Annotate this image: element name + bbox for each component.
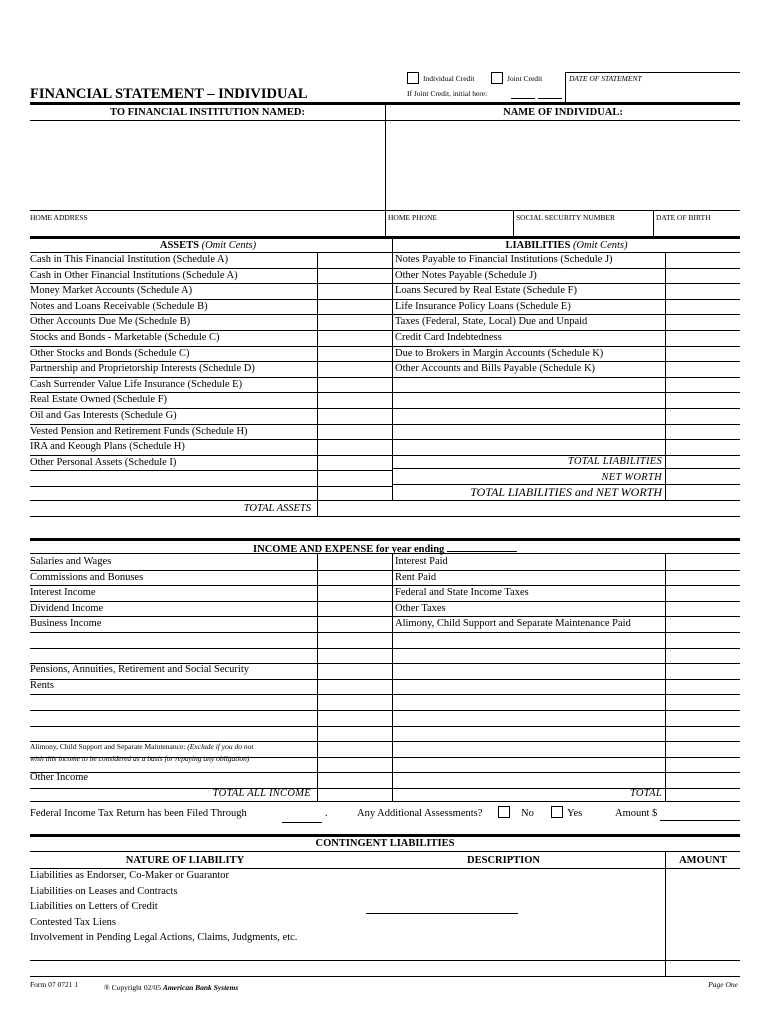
contingent-heading: CONTINGENT LIABILITIES	[315, 838, 455, 849]
income-amount-field[interactable]	[319, 773, 391, 787]
amount-label: Amount $	[615, 808, 658, 819]
tax-filed-through-field[interactable]	[282, 822, 322, 823]
income-amount-field[interactable]	[319, 742, 391, 756]
home-phone-label: HOME PHONE	[388, 213, 437, 222]
expense-amount-field[interactable]	[667, 633, 739, 647]
copyright-notice: ® Copyright 02/05 American Bank Systems	[104, 983, 239, 992]
liability-amount-field[interactable]	[667, 456, 739, 470]
liability-row-label: Life Insurance Policy Loans (Schedule E)	[395, 300, 571, 312]
liability-amount-field[interactable]	[667, 425, 739, 439]
income-amount-field[interactable]	[319, 789, 391, 803]
asset-amount-field[interactable]	[319, 487, 391, 501]
assessments-no-checkbox[interactable]	[498, 806, 510, 818]
total-liabilities-label: TOTAL LIABILITIES	[567, 456, 662, 467]
liability-amount-field[interactable]	[667, 331, 739, 345]
expense-amount-field[interactable]	[667, 789, 739, 803]
assessment-amount-field[interactable]	[660, 820, 740, 821]
expense-amount-field[interactable]	[667, 727, 739, 741]
asset-amount-field[interactable]	[319, 471, 391, 485]
institution-name-field[interactable]	[32, 122, 382, 208]
home-address-label: HOME ADDRESS	[30, 213, 88, 222]
income-amount-field[interactable]	[319, 680, 391, 694]
assets-heading: ASSETS (Omit Cents)	[159, 240, 257, 251]
liability-amount-field[interactable]	[667, 409, 739, 423]
liabilities-heading: LIABILITIES (Omit Cents)	[505, 240, 628, 251]
ssn-field[interactable]	[516, 222, 650, 235]
expense-amount-field[interactable]	[667, 758, 739, 772]
joint-credit-label: Joint Credit	[507, 74, 543, 83]
asset-row-label: Money Market Accounts (Schedule A)	[30, 285, 193, 297]
joint-initial-blank-1[interactable]	[511, 98, 535, 99]
liability-row-label: Loans Secured by Real Estate (Schedule F)	[395, 285, 577, 297]
income-row-label: Business Income	[30, 618, 102, 630]
liability-amount-field[interactable]	[667, 253, 739, 267]
contingent-amount-field[interactable]	[667, 900, 739, 914]
contingent-amount-field[interactable]	[667, 916, 739, 930]
expense-amount-field[interactable]	[667, 586, 739, 600]
rents-label: Rents	[30, 680, 54, 691]
alimony-note-line1: Alimony, Child Support and Separate Maintenance: (Exclude if you do not	[30, 742, 254, 751]
income-amount-field[interactable]	[319, 617, 391, 631]
expense-amount-field[interactable]	[667, 571, 739, 585]
income-row-label: Interest Income	[30, 587, 96, 599]
pensions-label: Pensions, Annuities, Retirement and Social Security	[30, 664, 250, 675]
asset-row-label: Other Personal Assets (Schedule I)	[30, 456, 177, 468]
asset-amount-field[interactable]	[319, 269, 391, 283]
individual-credit-checkbox[interactable]	[407, 72, 419, 84]
expense-amount-field[interactable]	[667, 695, 739, 709]
income-amount-field[interactable]	[319, 586, 391, 600]
asset-row-label: Stocks and Bonds - Marketable (Schedule C)	[30, 332, 220, 343]
asset-row-label: Oil and Gas Interests (Schedule G)	[30, 410, 177, 421]
liability-amount-field[interactable]	[667, 269, 739, 283]
additional-assessments-label: Any Additional Assessments?	[357, 808, 483, 819]
asset-amount-field[interactable]	[319, 284, 391, 298]
asset-amount-field[interactable]	[319, 300, 391, 314]
individual-name-field[interactable]	[388, 122, 738, 208]
liability-amount-field[interactable]	[667, 440, 739, 454]
dob-field[interactable]	[656, 222, 738, 235]
joint-initial-blank-2[interactable]	[538, 98, 562, 99]
description-heading: DESCRIPTION	[467, 855, 540, 866]
asset-amount-field[interactable]	[319, 331, 391, 345]
amount-heading: AMOUNT	[679, 855, 727, 866]
liability-row-label: Credit Card Indebtedness	[395, 332, 502, 343]
asset-amount-field[interactable]	[319, 456, 391, 470]
asset-row-label: Cash in Other Financial Institutions (Schedule A)	[30, 269, 238, 281]
liability-row-label: Other Notes Payable (Schedule J)	[395, 269, 537, 281]
total-liabilities-net-worth-label: TOTAL LIABILITIES and NET WORTH	[470, 485, 662, 499]
asset-row-label: Cash Surrender Value Life Insurance (Schedule E)	[30, 378, 243, 390]
liability-amount-field[interactable]	[667, 393, 739, 407]
asset-amount-field[interactable]	[319, 409, 391, 423]
joint-credit-checkbox[interactable]	[491, 72, 503, 84]
income-amount-field[interactable]	[319, 758, 391, 772]
expense-amount-field[interactable]	[667, 664, 739, 678]
ssn-label: SOCIAL SECURITY NUMBER	[516, 213, 616, 222]
asset-row-label: Other Accounts Due Me (Schedule B)	[30, 316, 191, 328]
to-institution-heading: TO FINANCIAL INSTITUTION NAMED:	[110, 107, 305, 118]
total-all-income-label: TOTAL ALL INCOME	[212, 788, 311, 799]
liability-row-label: Due to Brokers in Margin Accounts (Schedule K)	[395, 347, 604, 359]
total-expense-label: TOTAL	[629, 788, 662, 799]
contingent-row-label: Involvement in Pending Legal Actions, Claims, Judgments, etc.	[30, 932, 298, 944]
date-of-statement-label: DATE OF STATEMENT	[569, 74, 642, 83]
income-amount-field[interactable]	[319, 664, 391, 678]
home-address-field[interactable]	[32, 222, 382, 235]
asset-row-label: Vested Pension and Retirement Funds (Schedule H)	[30, 425, 248, 437]
income-amount-field[interactable]	[319, 695, 391, 709]
asset-row-label: Partnership and Proprietorship Interests (Schedule D)	[30, 363, 255, 375]
asset-row-label: Real Estate Owned (Schedule F)	[30, 394, 168, 406]
assessments-yes-label: Yes	[567, 808, 583, 819]
dob-label: DATE OF BIRTH	[656, 213, 711, 222]
income-amount-field[interactable]	[319, 727, 391, 741]
asset-amount-field[interactable]	[319, 425, 391, 439]
contingent-row-label: Contested Tax Liens	[30, 916, 116, 928]
asset-row-label: Cash in This Financial Institution (Schedule A)	[30, 254, 229, 265]
assessments-yes-checkbox[interactable]	[551, 806, 563, 818]
income-amount-field[interactable]	[319, 555, 391, 569]
asset-amount-field[interactable]	[319, 393, 391, 407]
joint-initial-label: If Joint Credit, initial here:	[407, 89, 488, 98]
asset-amount-field[interactable]	[319, 378, 391, 392]
expense-row-label: Interest Paid	[395, 556, 448, 567]
contingent-amount-field[interactable]	[667, 947, 739, 961]
liability-amount-field[interactable]	[667, 347, 739, 361]
income-amount-field[interactable]	[319, 633, 391, 647]
total-assets-label: TOTAL ASSETS	[243, 503, 311, 514]
expense-row-label: Federal and State Income Taxes	[395, 587, 529, 599]
liability-row-label: Other Accounts and Bills Payable (Schedule K)	[395, 363, 596, 375]
income-amount-field[interactable]	[319, 649, 391, 663]
expense-amount-field[interactable]	[667, 680, 739, 694]
expense-amount-field[interactable]	[667, 617, 739, 631]
liability-amount-field[interactable]	[667, 315, 739, 329]
name-of-individual-heading: NAME OF INDIVIDUAL:	[503, 107, 623, 118]
expense-amount-field[interactable]	[667, 602, 739, 616]
expense-amount-field[interactable]	[667, 555, 739, 569]
form-number: Form 07 0721 1	[30, 980, 79, 989]
liability-amount-field[interactable]	[667, 362, 739, 376]
other-income-label: Other Income	[30, 772, 89, 783]
expense-amount-field[interactable]	[667, 742, 739, 756]
home-phone-field[interactable]	[388, 222, 510, 235]
assessments-no-label: No	[521, 808, 534, 819]
expense-row-label: Alimony, Child Support and Separate Maintenance Paid	[395, 618, 631, 630]
expense-amount-field[interactable]	[667, 773, 739, 787]
income-amount-field[interactable]	[319, 711, 391, 725]
income-amount-field[interactable]	[319, 571, 391, 585]
contingent-amount-field[interactable]	[667, 869, 739, 883]
asset-amount-field[interactable]	[319, 362, 391, 376]
asset-row-label: Notes and Loans Receivable (Schedule B)	[30, 300, 208, 312]
income-row-label: Salaries and Wages	[30, 556, 112, 567]
date-of-statement-field[interactable]	[568, 84, 738, 100]
expense-amount-field[interactable]	[667, 649, 739, 663]
asset-amount-field[interactable]	[319, 253, 391, 267]
total-assets-field[interactable]	[319, 501, 391, 516]
contingent-amount-field[interactable]	[667, 931, 739, 945]
asset-row-label: IRA and Keough Plans (Schedule H)	[30, 441, 185, 453]
asset-amount-field[interactable]	[319, 440, 391, 454]
expense-row-label: Other Taxes	[395, 602, 446, 614]
asset-amount-field[interactable]	[319, 347, 391, 361]
liability-amount-field[interactable]	[667, 378, 739, 392]
net-worth-label: NET WORTH	[601, 472, 662, 483]
income-expense-heading: INCOME AND EXPENSE for year ending	[30, 541, 740, 556]
liability-row-label: Notes Payable to Financial Institutions (Schedule J)	[395, 254, 613, 265]
income-row-label: Dividend Income	[30, 602, 104, 614]
liability-amount-field[interactable]	[667, 300, 739, 314]
form-title: FINANCIAL STATEMENT – INDIVIDUAL	[30, 86, 308, 102]
contingent-row-label: Liabilities as Endorser, Co-Maker or Guarantor	[30, 870, 230, 881]
contingent-row-label: Liabilities on Leases and Contracts	[30, 885, 178, 897]
alimony-note-line2: wish this income to be considered as a basis for repaying any obligation)	[30, 754, 250, 763]
tax-filed-period: .	[325, 808, 328, 819]
expense-row-label: Rent Paid	[395, 571, 437, 583]
page-number: Page One	[708, 980, 738, 989]
asset-amount-field[interactable]	[319, 315, 391, 329]
asset-row-label: Other Stocks and Bonds (Schedule C)	[30, 347, 190, 359]
contingent-row-label: Liabilities on Letters of Credit	[30, 901, 158, 913]
expense-amount-field[interactable]	[667, 711, 739, 725]
liability-amount-field[interactable]	[667, 471, 739, 485]
liability-amount-field[interactable]	[667, 284, 739, 298]
nature-heading: NATURE OF LIABILITY	[125, 855, 245, 866]
individual-credit-label: Individual Credit	[423, 74, 475, 83]
liability-row-label: Taxes (Federal, State, Local) Due and Unpaid	[395, 316, 588, 328]
income-amount-field[interactable]	[319, 602, 391, 616]
tax-filed-label: Federal Income Tax Return has been Filed Through	[30, 808, 247, 819]
contingent-amount-field[interactable]	[667, 885, 739, 899]
income-row-label: Commissions and Bonuses	[30, 571, 144, 583]
